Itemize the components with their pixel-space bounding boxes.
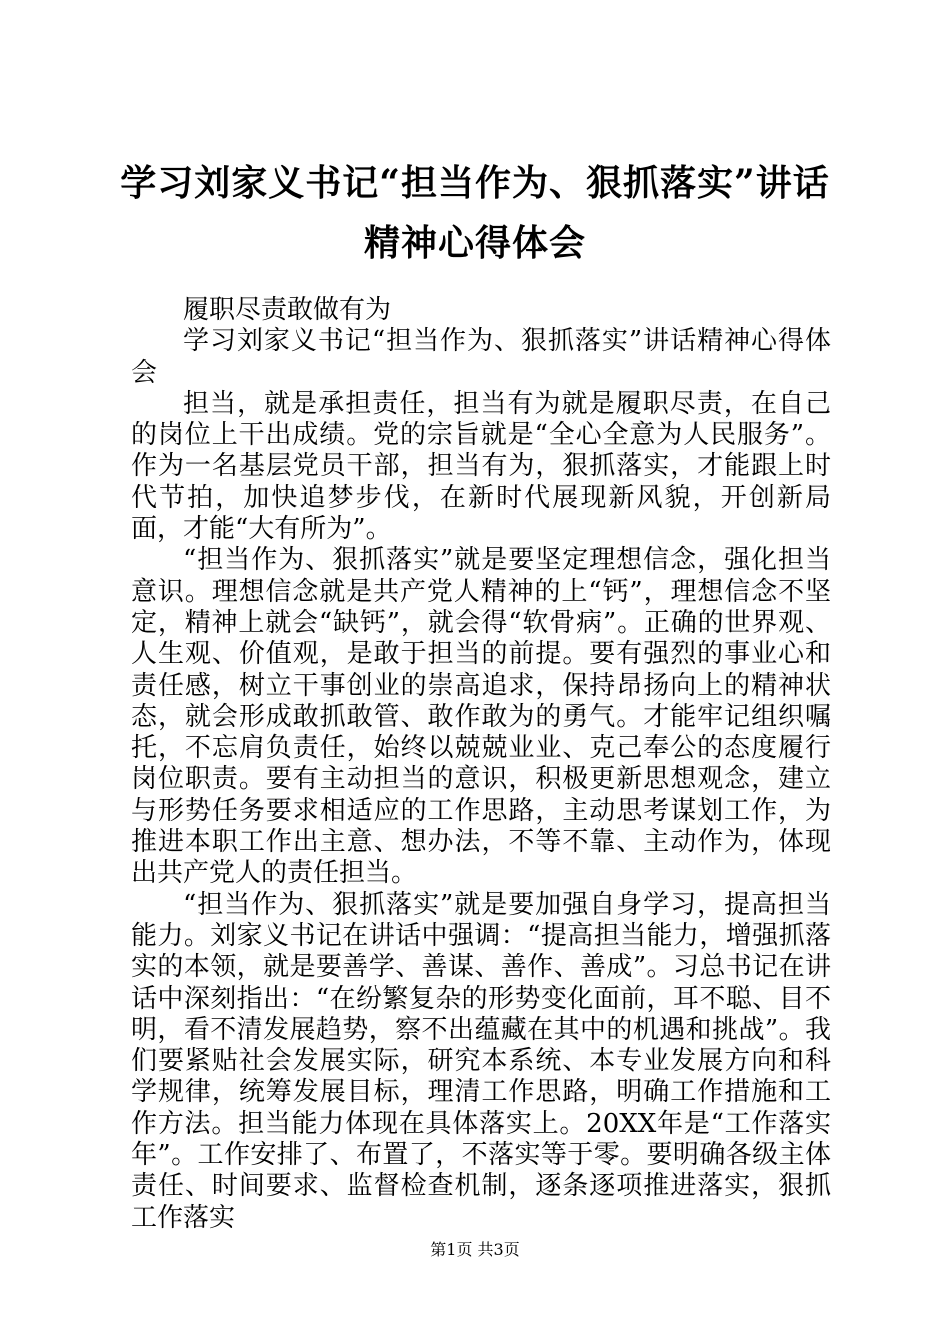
page-number-footer: 第1页 共3页: [430, 1240, 520, 1259]
paragraph: 担当，就是承担责任，担当有为就是履职尽责，在自己的岗位上干出成绩。党的宗旨就是“全心全意为人民服务”。作为一名基层党员干部，担当有为，狠抓落实，才能跟上时代节拍，加快追梦步伐，在新时代展现新风貌，开创新局面，才能“大有所为”。: [131, 388, 831, 545]
paragraph-subtitle: 履职尽责敢做有为: [183, 295, 392, 325]
document-title-line-2: 精神心得体会: [363, 222, 586, 264]
paragraph: “担当作为、狠抓落实”就是要加强自身学习，提高担当能力。刘家义书记在讲话中强调：“提高担当能力，增强抓落实的本领，就是要善学、善谋、善作、善成”。习总书记在讲话中深刻指出：“在纷繁复杂的形势变化面前，耳不聪、目不明，看不清发展趋势，察不出蕴藏在其中的机遇和挑战”。我们要紧贴社会发展实际，研究本系统、本专业发展方向和科学规律，统筹发展目标，理清工作思路，明确工作措施和工作方法。担当能力体现在具体落实上。20XX年是“工作落实年”。工作安排了、布置了，不落实等于零。要明确各级主体责任、时间要求、监督检查机制，逐条逐项推进落实，狠抓工作落实: [131, 889, 831, 1233]
paragraph-heading: 学习刘家义书记“担当作为、狠抓落实”讲话精神心得体会: [131, 326, 831, 388]
document-title-line-1: 学习刘家义书记“担当作为、狠抓落实”讲话: [120, 162, 830, 204]
paragraph: “担当作为、狠抓落实”就是要坚定理想信念，强化担当意识。理想信念就是共产党人精神的上“钙”，理想信念不坚定，精神上就会“缺钙”，就会得“软骨病”。正确的世界观、人生观、价值观，是敢于担当的前提。要有强烈的事业心和责任感，树立干事创业的崇高追求，保持昂扬向上的精神状态，就会形成敢抓敢管、敢作敢为的勇气。才能牢记组织嘱托，不忘肩负责任，始终以兢兢业业、克己奉公的态度履行岗位职责。要有主动担当的意识，积极更新思想观念，建立与形势任务要求相适应的工作思路，主动思考谋划工作，为推进本职工作出主意、想办法，不等不靠、主动作为，体现出共产党人的责任担当。: [131, 545, 831, 889]
document-body: [131, 295, 831, 1234]
